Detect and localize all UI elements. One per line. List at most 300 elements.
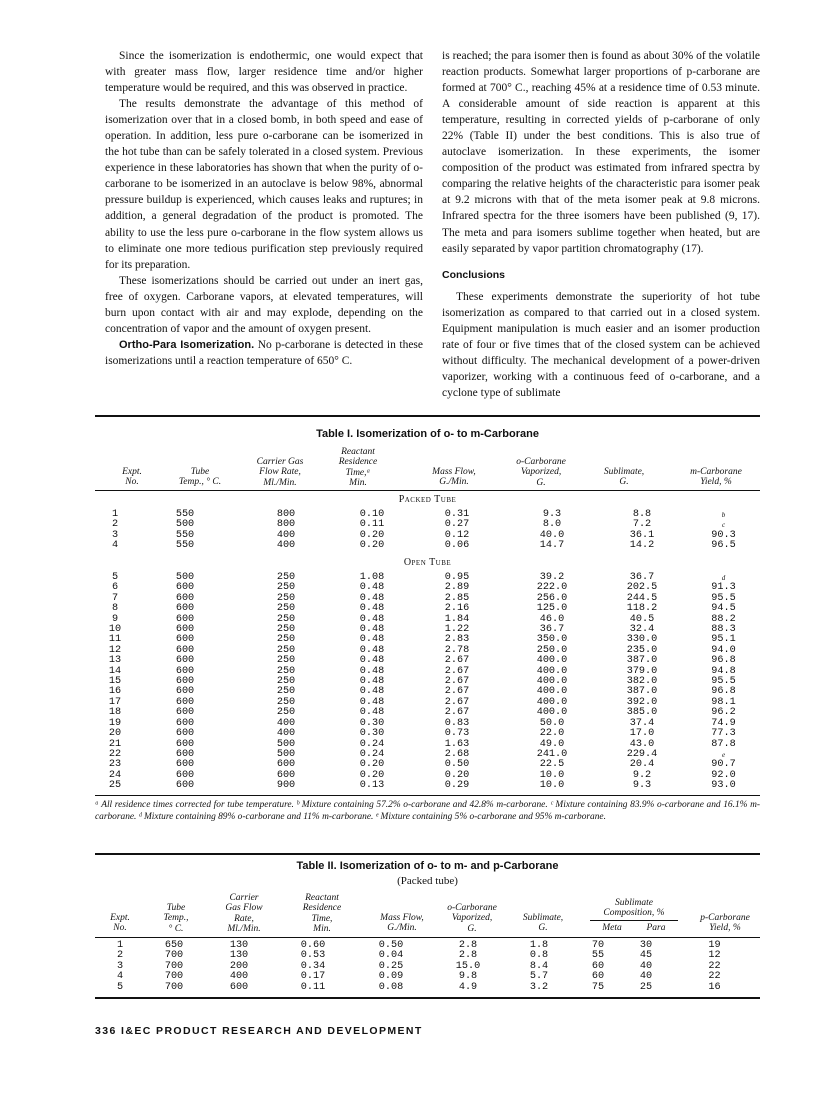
- table-cell: 0.20: [359, 529, 385, 541]
- table-cell: 0.73: [444, 728, 470, 740]
- table-cell: 392.0: [626, 696, 658, 708]
- table-row: [95, 646, 760, 656]
- table1-header-expt: Expt. No.: [122, 467, 142, 488]
- table-cell: 70: [591, 940, 605, 951]
- table-cell: 4: [116, 971, 124, 983]
- table-cell: 600: [175, 624, 195, 636]
- table2-top-rule: [95, 853, 760, 855]
- table-cell: 98.1: [711, 696, 736, 708]
- table-cell: 700: [164, 950, 184, 962]
- table-cell: 2.78: [444, 644, 470, 656]
- table-cell: d: [721, 574, 726, 582]
- table-cell: 0.48: [359, 655, 385, 667]
- table-cell: e: [721, 750, 726, 759]
- table-cell: 0.48: [359, 665, 385, 677]
- table-row: [95, 656, 760, 666]
- table-cell: 17.0: [629, 728, 655, 740]
- table-cell: 22: [708, 971, 721, 983]
- table-cell: 1.8: [529, 940, 549, 951]
- table-cell: 40.0: [539, 529, 565, 541]
- table-cell: 12: [708, 950, 721, 962]
- table-cell: 3: [111, 529, 119, 541]
- table-cell: 10.0: [539, 780, 565, 792]
- table-cell: 22: [108, 748, 122, 760]
- table-cell: 600: [175, 707, 195, 719]
- table-cell: 2.67: [444, 655, 470, 667]
- table-row: [95, 677, 760, 687]
- table-cell: 130: [229, 940, 249, 951]
- table1-header-mass-flow: Mass Flow, G./Min.: [432, 467, 476, 488]
- table-cell: 600: [175, 738, 195, 750]
- table-cell: 19: [108, 717, 122, 729]
- run-in-heading: Ortho-Para Isomerization.: [119, 338, 255, 351]
- table-cell: 0.8: [529, 950, 549, 962]
- table-row: [95, 687, 760, 697]
- table-cell: 600: [175, 592, 195, 604]
- table-cell: 600: [175, 696, 195, 708]
- table-cell: 385.0: [626, 707, 658, 719]
- table1-top-rule: [95, 415, 760, 417]
- table2-composition-rule: [590, 920, 678, 921]
- table-cell: 387.0: [626, 655, 658, 667]
- table-cell: 77.3: [711, 728, 736, 740]
- table2-title: Table II. Isomerization of o- to m- and p-Carborane: [296, 860, 559, 872]
- table-cell: 400: [276, 529, 296, 541]
- table-cell: 600: [175, 686, 195, 698]
- table-cell: 1: [116, 940, 124, 951]
- table-cell: 19: [708, 940, 721, 951]
- table-cell: 9.2: [632, 769, 652, 781]
- table-cell: 45: [639, 950, 653, 962]
- left-text-column: [105, 48, 423, 369]
- table-cell: 250: [276, 613, 296, 625]
- table-cell: 600: [175, 759, 195, 771]
- table-cell: 5: [116, 981, 124, 993]
- table-cell: 600: [175, 655, 195, 667]
- table-cell: 75: [591, 981, 605, 993]
- table-cell: 0.48: [359, 686, 385, 698]
- table-cell: 12: [108, 644, 122, 656]
- table-cell: 0.20: [359, 540, 385, 552]
- table-cell: 900: [276, 780, 296, 792]
- table-cell: 96.5: [711, 540, 736, 552]
- right-text-column: [442, 48, 760, 401]
- table-cell: 0.09: [378, 971, 404, 983]
- table-cell: 40: [639, 971, 653, 983]
- table-cell: 96.8: [711, 686, 736, 698]
- table-cell: 250: [276, 572, 296, 583]
- table-cell: 0.83: [444, 717, 470, 729]
- table1-bottom-rule: [95, 795, 760, 796]
- table-cell: 250: [276, 592, 296, 604]
- table-cell: 21: [108, 738, 122, 750]
- table-cell: 5.7: [529, 971, 549, 983]
- table-cell: 24: [108, 769, 122, 781]
- body-paragraph: [105, 337, 423, 369]
- table2-header-tube-temp: Tube Temp., ° C.: [163, 903, 189, 934]
- table-cell: 2: [116, 950, 124, 962]
- table-cell: 600: [175, 780, 195, 792]
- table-cell: 55: [591, 950, 605, 962]
- table-cell: 400.0: [536, 696, 568, 708]
- table-row: [95, 781, 760, 791]
- table-cell: 2: [111, 519, 119, 531]
- table-cell: 0.11: [359, 519, 385, 531]
- table-cell: 550: [175, 540, 195, 552]
- table-cell: 9.3: [632, 780, 652, 792]
- table-cell: 0.48: [359, 634, 385, 646]
- table-cell: 10: [108, 624, 122, 636]
- table-row: [95, 667, 760, 677]
- table1-title: Table I. Isomerization of o- to m-Carborane: [316, 428, 539, 440]
- table-cell: 32.4: [629, 624, 655, 636]
- table-cell: 0.48: [359, 707, 385, 719]
- table-row: [95, 719, 760, 729]
- table-cell: 95.1: [711, 634, 736, 646]
- table-cell: 2.67: [444, 707, 470, 719]
- body-paragraph: Since the isomerization is endothermic, one would expect that with greater mass flow, larger residence time and/or higher temperature would be required, and this was observed in practice.: [105, 50, 423, 95]
- table-cell: 20: [108, 728, 122, 740]
- table-cell: 46.0: [539, 613, 565, 625]
- table-cell: 130: [229, 950, 249, 962]
- table-cell: 2.83: [444, 634, 470, 646]
- table-cell: 2.68: [444, 748, 470, 760]
- table1-header-rule: [95, 490, 760, 491]
- table-cell: 0.11: [300, 981, 326, 993]
- table2-bottom-rule: [95, 997, 760, 999]
- table-cell: 4.9: [458, 981, 478, 993]
- table-cell: 2.67: [444, 676, 470, 688]
- table-cell: 0.50: [378, 940, 404, 951]
- table2-header-sublimate: Sublimate, G.: [522, 913, 564, 934]
- body-paragraph: is reached; the para isomer then is found as about 30% of the volatile reaction products. Somewhat larger proportions of p-carborane are formed at 700° C., reaching 45% at a residence time of 0.53 minute. A considerable amount of side reaction is apparent at this temperature, resulting in corrected yields of p-carborane of only 22% (Table II) under the best conditions. This is also true of autoclave isomerization. In these experiments, the isomer composition of the product was estimated from infrared spectra by comparing the relative heights of the characteristic para isomer peak at 9.2 microns with that of the meta isomer peak at 9.8 microns. Infrared spectra for the three isomers have been published (9, 17). The meta and para isomers sublime together when heated, but are easily separated by vapor partition chromatography (17).: [442, 50, 760, 255]
- table-cell: 250: [276, 676, 296, 688]
- table-cell: 22.5: [539, 759, 565, 771]
- table-cell: 600: [276, 769, 296, 781]
- table-cell: 90.7: [711, 759, 736, 771]
- table-row: [95, 771, 760, 781]
- table-cell: 700: [164, 971, 184, 983]
- table-cell: 10.0: [539, 769, 565, 781]
- table-cell: 0.48: [359, 696, 385, 708]
- table-cell: 0.53: [300, 950, 326, 962]
- table1-header-m-carborane: m-Carborane Yield, %: [690, 467, 742, 488]
- table-cell: 14.7: [539, 540, 565, 552]
- table-cell: 0.27: [444, 519, 470, 531]
- table-cell: 11: [108, 634, 122, 646]
- table-cell: 250: [276, 634, 296, 646]
- table-cell: 88.2: [711, 613, 736, 625]
- table-cell: 50.0: [539, 717, 565, 729]
- table-cell: 2.8: [458, 950, 478, 962]
- table-cell: 202.5: [626, 582, 658, 594]
- table-cell: 600: [175, 582, 195, 594]
- table-cell: 91.3: [711, 582, 736, 594]
- table-cell: 92.0: [711, 769, 736, 781]
- table-cell: 0.34: [300, 960, 326, 972]
- paragraph-text: No p-carborane is detected in these isomerizations until a reaction temperature of 650° C.: [105, 338, 423, 367]
- table-cell: 250: [276, 624, 296, 636]
- table-cell: 0.48: [359, 592, 385, 604]
- table-cell: 0.06: [444, 540, 470, 552]
- table-cell: 8.0: [542, 519, 562, 531]
- table-cell: 600: [229, 981, 249, 993]
- table-cell: 250: [276, 655, 296, 667]
- table-cell: 39.2: [539, 572, 565, 583]
- table-cell: 8: [111, 603, 119, 615]
- table-row: [95, 698, 760, 708]
- table-cell: 600: [175, 603, 195, 615]
- table-cell: 600: [175, 728, 195, 740]
- table1-header-o-carborane: o-Carborane Vaporized, G.: [516, 457, 566, 488]
- table-cell: 250: [276, 707, 296, 719]
- table-cell: 49.0: [539, 738, 565, 750]
- table-cell: 30: [639, 940, 653, 951]
- table-cell: 90.3: [711, 529, 736, 541]
- table-cell: 2.89: [444, 582, 470, 594]
- table-cell: 40.5: [629, 613, 655, 625]
- section-heading-conclusions: Conclusions: [442, 268, 506, 281]
- table-cell: 400: [276, 717, 296, 729]
- table-cell: 0.24: [359, 748, 385, 760]
- table-cell: 1: [111, 509, 119, 520]
- table-cell: 600: [276, 759, 296, 771]
- table-row: [95, 541, 760, 551]
- table-cell: 600: [175, 644, 195, 656]
- table2-header-meta: Meta: [602, 923, 622, 933]
- table-cell: 3.2: [529, 981, 549, 993]
- table-cell: 2.85: [444, 592, 470, 604]
- table-cell: 0.04: [378, 950, 404, 962]
- table-cell: 0.48: [359, 582, 385, 594]
- table2-rows: [95, 941, 760, 993]
- table-cell: 18: [108, 707, 122, 719]
- table2-header-mass-flow: Mass Flow, G./Min.: [380, 913, 424, 934]
- table-row: [95, 951, 760, 961]
- table-cell: 500: [175, 572, 195, 583]
- table-cell: 600: [175, 613, 195, 625]
- table1-packed-rows: [95, 510, 760, 552]
- table-cell: 0.48: [359, 644, 385, 656]
- table-cell: 118.2: [626, 603, 658, 615]
- table-cell: 6: [111, 582, 119, 594]
- table-cell: 0.24: [359, 738, 385, 750]
- table-cell: 36.7: [539, 624, 565, 636]
- table-cell: 700: [164, 981, 184, 993]
- table2-header-p-carborane: p-Carborane Yield, %: [700, 913, 750, 934]
- table-cell: 250: [276, 644, 296, 656]
- table-cell: 0.08: [378, 981, 404, 993]
- table-row: [95, 625, 760, 635]
- table-cell: 600: [175, 634, 195, 646]
- table-cell: 400.0: [536, 665, 568, 677]
- table-cell: 1.63: [444, 738, 470, 750]
- table-cell: 0.50: [444, 759, 470, 771]
- table-row: [95, 520, 760, 530]
- table1-open-rows: [95, 573, 760, 792]
- table-cell: 60: [591, 971, 605, 983]
- table-cell: 5: [111, 572, 119, 583]
- table-cell: 9.3: [542, 509, 562, 520]
- table-cell: 1.22: [444, 624, 470, 636]
- table-cell: 0.95: [444, 572, 470, 583]
- table2-header-residence: Reactant Residence Time, Min.: [302, 893, 342, 935]
- table-cell: 22.0: [539, 728, 565, 740]
- table-cell: 500: [276, 738, 296, 750]
- table-cell: 235.0: [626, 644, 658, 656]
- table-cell: 20.4: [629, 759, 655, 771]
- table-cell: 14.2: [629, 540, 655, 552]
- table-row: [95, 962, 760, 972]
- table-row: [95, 615, 760, 625]
- table-cell: 400.0: [536, 707, 568, 719]
- table-cell: 0.20: [359, 759, 385, 771]
- table-cell: 1.84: [444, 613, 470, 625]
- table-cell: 25: [108, 780, 122, 792]
- table-cell: 800: [276, 509, 296, 520]
- table-cell: 400: [276, 728, 296, 740]
- table1-header-tube-temp: Tube Temp., ° C.: [178, 467, 222, 488]
- table1-header-residence: Reactant Residence Time,ᵃ Min.: [338, 447, 378, 489]
- table-row: [95, 708, 760, 718]
- table-cell: 256.0: [536, 592, 568, 604]
- table-row: [95, 510, 760, 520]
- table-cell: 2.8: [458, 940, 478, 951]
- table1-section-open: Open Tube: [403, 557, 452, 568]
- table-cell: 350.0: [536, 634, 568, 646]
- table-cell: 95.5: [711, 592, 736, 604]
- body-paragraph: These isomerizations should be carried out under an inert gas, free of oxygen. Carborane vapors, at elevated temperatures, will burn upon contact with air and may explode, depending on the concentration of vapor and the amount of oxygen present.: [105, 274, 423, 335]
- table-cell: 379.0: [626, 665, 658, 677]
- table-row: [95, 583, 760, 593]
- table1-section-packed: Packed Tube: [398, 494, 457, 505]
- table-cell: 1.08: [359, 572, 385, 583]
- table-row: [95, 729, 760, 739]
- table-cell: 0.48: [359, 613, 385, 625]
- table-cell: 17: [108, 696, 122, 708]
- table-cell: 0.31: [444, 509, 470, 520]
- table-cell: 88.3: [711, 624, 736, 636]
- table-row: [95, 760, 760, 770]
- table-cell: 250: [276, 603, 296, 615]
- table-cell: 0.10: [359, 509, 385, 520]
- table2-header-expt: Expt. No.: [110, 913, 130, 934]
- table-cell: 550: [175, 529, 195, 541]
- table-cell: 94.8: [711, 665, 736, 677]
- table-cell: 400: [229, 971, 249, 983]
- table-cell: c: [721, 521, 726, 530]
- table-cell: 9.8: [458, 971, 478, 983]
- table-row: [95, 941, 760, 951]
- table-cell: 40: [639, 960, 653, 972]
- table-cell: 2.67: [444, 665, 470, 677]
- table1-header-sublimate: Sublimate, G.: [603, 467, 645, 488]
- table-cell: 382.0: [626, 676, 658, 688]
- table-cell: 2.16: [444, 603, 470, 615]
- table-cell: 0.12: [444, 529, 470, 541]
- table-cell: 0.30: [359, 717, 385, 729]
- table-cell: 244.5: [626, 592, 658, 604]
- table-cell: 0.60: [300, 940, 326, 951]
- table-cell: 15: [108, 676, 122, 688]
- table-row: [95, 604, 760, 614]
- table-cell: b: [721, 511, 726, 519]
- table-cell: 250: [276, 686, 296, 698]
- table-cell: 8.8: [632, 509, 652, 520]
- table2-header-o-carborane: o-Carborane Vaporized, G.: [447, 903, 497, 934]
- table-cell: 700: [164, 960, 184, 972]
- table-cell: 36.7: [629, 572, 655, 583]
- table-cell: 0.30: [359, 728, 385, 740]
- table-cell: 7: [111, 592, 119, 604]
- table-cell: 125.0: [536, 603, 568, 615]
- body-paragraph: These experiments demonstrate the superiority of hot tube isomerization as compared to that carried out in a closed system. Equipment manipulation is much easier and an isomer production rate of four or five times that of the closed system can be achieved without difficulty. The mechanical development of a power-driven vaporizer, working with a continuous feed of o-carborane, and a cyclone type of sublimate: [442, 290, 760, 399]
- table1-footnotes: ᵃ All residence times corrected for tube temperature. ᵇ Mixture containing 57.2% o-carborane and 42.8% m-carborane. ᶜ Mixture containing 83.9% o-carborane and 16.1% m-carborane. ᵈ Mixture containing 89% o-carborane and 11% m-carborane. ᵉ Mixture containing 5% o-carborane and 95% m-carborane.: [95, 800, 760, 822]
- table-cell: 0.17: [300, 971, 326, 983]
- table-cell: 96.2: [711, 707, 736, 719]
- table-cell: 800: [276, 519, 296, 531]
- table-cell: 550: [175, 509, 195, 520]
- table-cell: 13: [108, 655, 122, 667]
- table-cell: 37.4: [629, 717, 655, 729]
- table-cell: 43.0: [629, 738, 655, 750]
- table-cell: 2.67: [444, 686, 470, 698]
- table-cell: 250.0: [536, 644, 568, 656]
- table2-header-composition: Sublimate Composition, %: [603, 898, 665, 919]
- table-cell: 23: [108, 759, 122, 771]
- table-cell: 94.5: [711, 603, 736, 615]
- table2-header-para: Para: [646, 923, 666, 933]
- table-cell: 14: [108, 665, 122, 677]
- table-cell: 250: [276, 665, 296, 677]
- table-cell: 387.0: [626, 686, 658, 698]
- table-cell: 3: [116, 960, 124, 972]
- table-cell: 15.0: [455, 960, 481, 972]
- table-cell: 0.25: [378, 960, 404, 972]
- table2-header-rule: [95, 937, 760, 938]
- table1-header-carrier-gas: Carrier Gas Flow Rate, Ml./Min.: [256, 457, 304, 488]
- table-row: [95, 531, 760, 541]
- table-cell: 0.29: [444, 780, 470, 792]
- table-cell: 500: [276, 748, 296, 760]
- table-cell: 400: [276, 540, 296, 552]
- table-cell: 600: [175, 748, 195, 760]
- table-row: [95, 983, 760, 993]
- table-cell: 650: [164, 940, 184, 951]
- table-cell: 200: [229, 960, 249, 972]
- table-cell: 229.4: [626, 748, 658, 760]
- table-cell: 241.0: [536, 748, 568, 760]
- table-cell: 400.0: [536, 686, 568, 698]
- table-cell: 0.13: [359, 780, 385, 792]
- table-cell: 7.2: [632, 519, 652, 531]
- table-cell: 330.0: [626, 634, 658, 646]
- table-cell: 500: [175, 519, 195, 531]
- table2-subtitle: (Packed tube): [397, 875, 458, 887]
- table-cell: 74.9: [711, 717, 736, 729]
- table-cell: 600: [175, 769, 195, 781]
- table-cell: 400.0: [536, 676, 568, 688]
- table-cell: 0.20: [444, 769, 470, 781]
- table-row: [95, 594, 760, 604]
- table-cell: 16: [708, 981, 721, 993]
- table-cell: 2.67: [444, 696, 470, 708]
- table-cell: 22: [708, 960, 721, 972]
- table-row: [95, 573, 760, 583]
- page-footer: 336 I&EC PRODUCT RESEARCH AND DEVELOPMENT: [95, 1025, 423, 1037]
- table-cell: 25: [639, 981, 653, 993]
- table-cell: 16: [108, 686, 122, 698]
